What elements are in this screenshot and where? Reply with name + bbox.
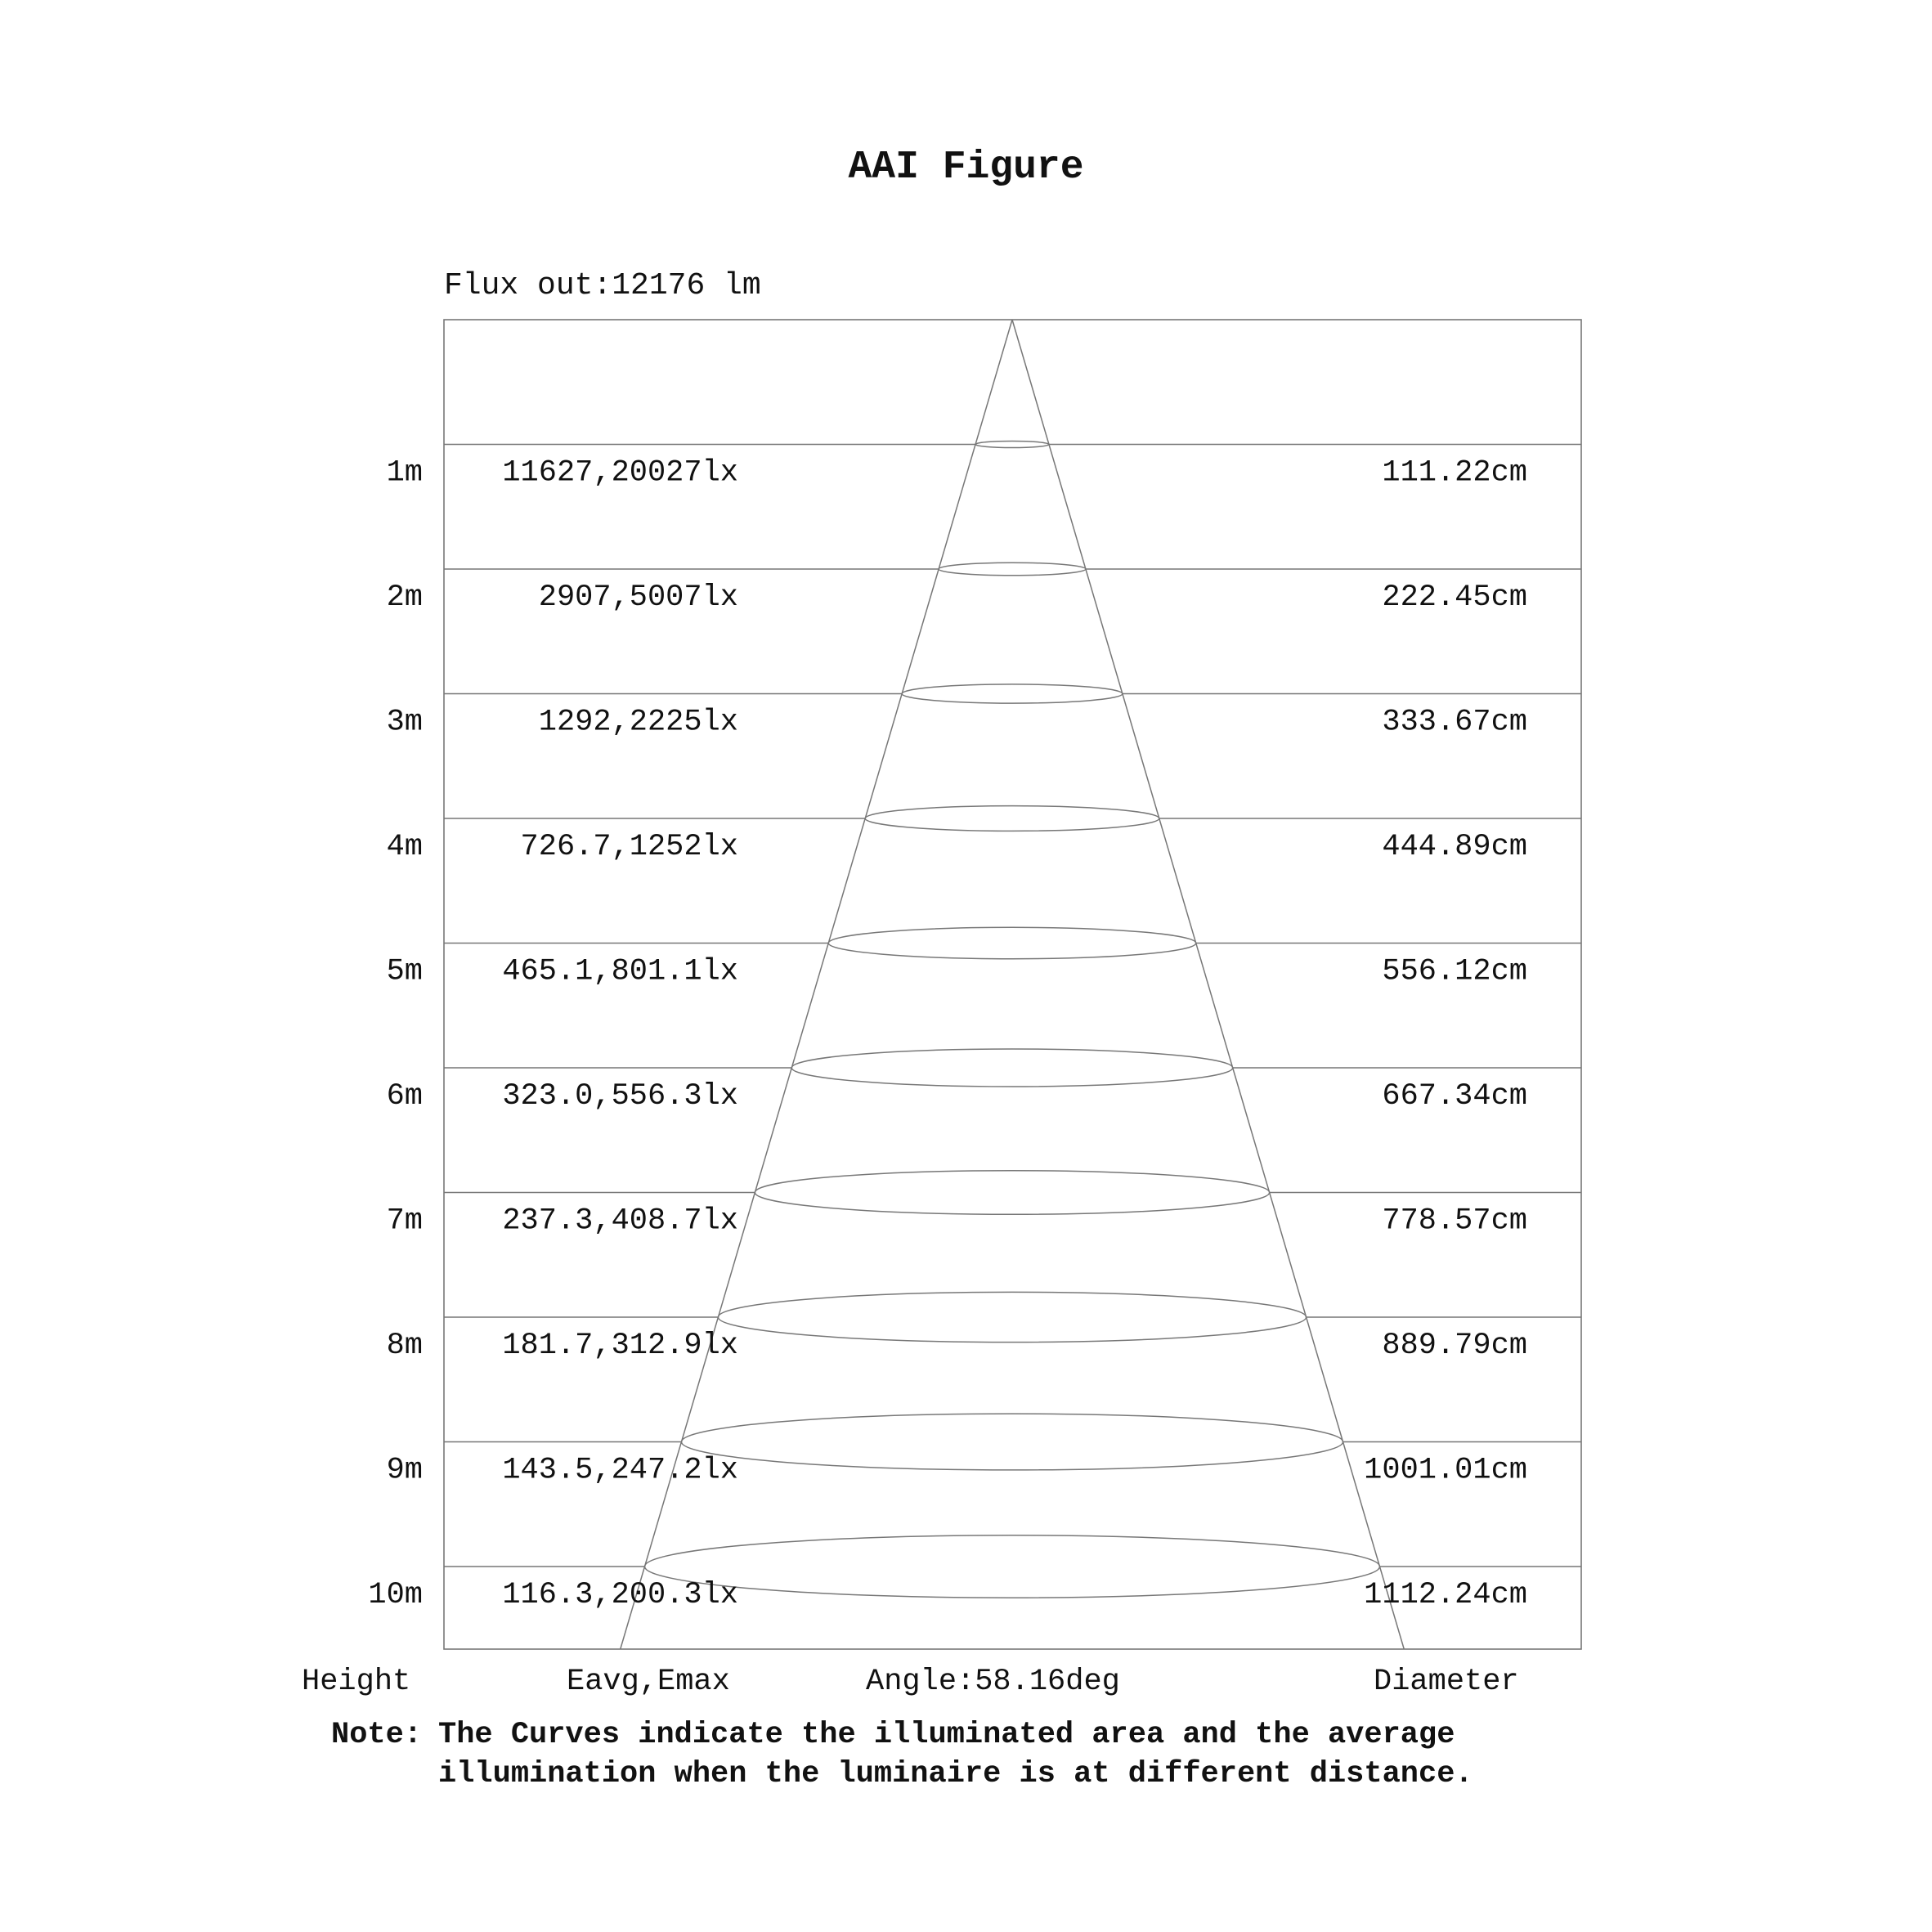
illuminated-area-ellipse: [681, 1414, 1343, 1470]
diameter-label: 444.89cm: [1382, 830, 1527, 864]
diameter-label: 222.45cm: [1382, 580, 1527, 615]
illuminance-label: 726.7,1252lx: [520, 830, 738, 864]
height-label: 10m: [368, 1578, 423, 1612]
chart-rows: [368, 456, 1527, 1613]
illuminated-area-ellipse: [828, 927, 1195, 958]
height-label: 5m: [386, 954, 423, 989]
illuminance-label: 116.3,200.3lx: [502, 1578, 738, 1612]
diameter-label: 333.67cm: [1382, 705, 1527, 740]
illuminance-label: 465.1,801.1lx: [502, 954, 738, 989]
illuminance-label: 181.7,312.9lx: [502, 1329, 738, 1363]
illuminated-area-ellipse: [975, 442, 1049, 448]
height-label: 2m: [386, 580, 423, 615]
illuminated-area-ellipse: [718, 1292, 1306, 1342]
illuminated-area-ellipse: [755, 1171, 1269, 1215]
note-line-2: illumination when the luminaire is at different distance.: [438, 1757, 1473, 1791]
eavg-axis-label: Eavg,Emax: [567, 1665, 730, 1699]
diameter-label: 1112.24cm: [1364, 1578, 1527, 1612]
note-line-1: The Curves indicate the illuminated area and the average: [438, 1718, 1455, 1752]
diameter-label: 556.12cm: [1382, 954, 1527, 989]
height-label: 8m: [386, 1329, 423, 1363]
illuminated-area-ellipse: [645, 1535, 1380, 1598]
note-prefix: Note:: [331, 1718, 423, 1752]
height-label: 9m: [386, 1453, 423, 1488]
illuminance-label: 143.5,247.2lx: [502, 1453, 738, 1488]
diameter-label: 667.34cm: [1382, 1079, 1527, 1114]
illuminated-area-ellipse: [939, 563, 1086, 576]
diameter-label: 778.57cm: [1382, 1204, 1527, 1239]
illuminated-area-ellipse: [902, 684, 1123, 703]
illuminance-label: 11627,20027lx: [502, 455, 738, 491]
diameter-label: 1001.01cm: [1364, 1453, 1527, 1488]
illuminated-area-ellipse: [791, 1049, 1232, 1087]
flux-label: Flux out:12176 lm: [444, 268, 761, 303]
diameter-label: 889.79cm: [1382, 1329, 1527, 1363]
cone-edge-right: [1012, 320, 1404, 1649]
illuminance-label: 1292,2225lx: [538, 705, 738, 740]
height-label: 1m: [386, 455, 423, 491]
height-label: 3m: [386, 705, 423, 740]
illuminance-label: 323.0,556.3lx: [502, 1079, 738, 1114]
illuminance-label: 2907,5007lx: [538, 580, 738, 615]
height-axis-label: Height: [302, 1665, 411, 1699]
height-label: 6m: [386, 1079, 423, 1114]
diameter-label: 111.22cm: [1382, 455, 1527, 491]
illuminance-label: 237.3,408.7lx: [502, 1204, 738, 1239]
height-label: 7m: [386, 1204, 423, 1239]
diameter-axis-label: Diameter: [1374, 1665, 1519, 1699]
height-label: 4m: [386, 830, 423, 864]
chart-title: AAI Figure: [848, 146, 1084, 190]
illuminated-area-ellipse: [865, 806, 1159, 832]
angle-label: Angle:58.16deg: [866, 1665, 1120, 1699]
note: [331, 1715, 1473, 1794]
